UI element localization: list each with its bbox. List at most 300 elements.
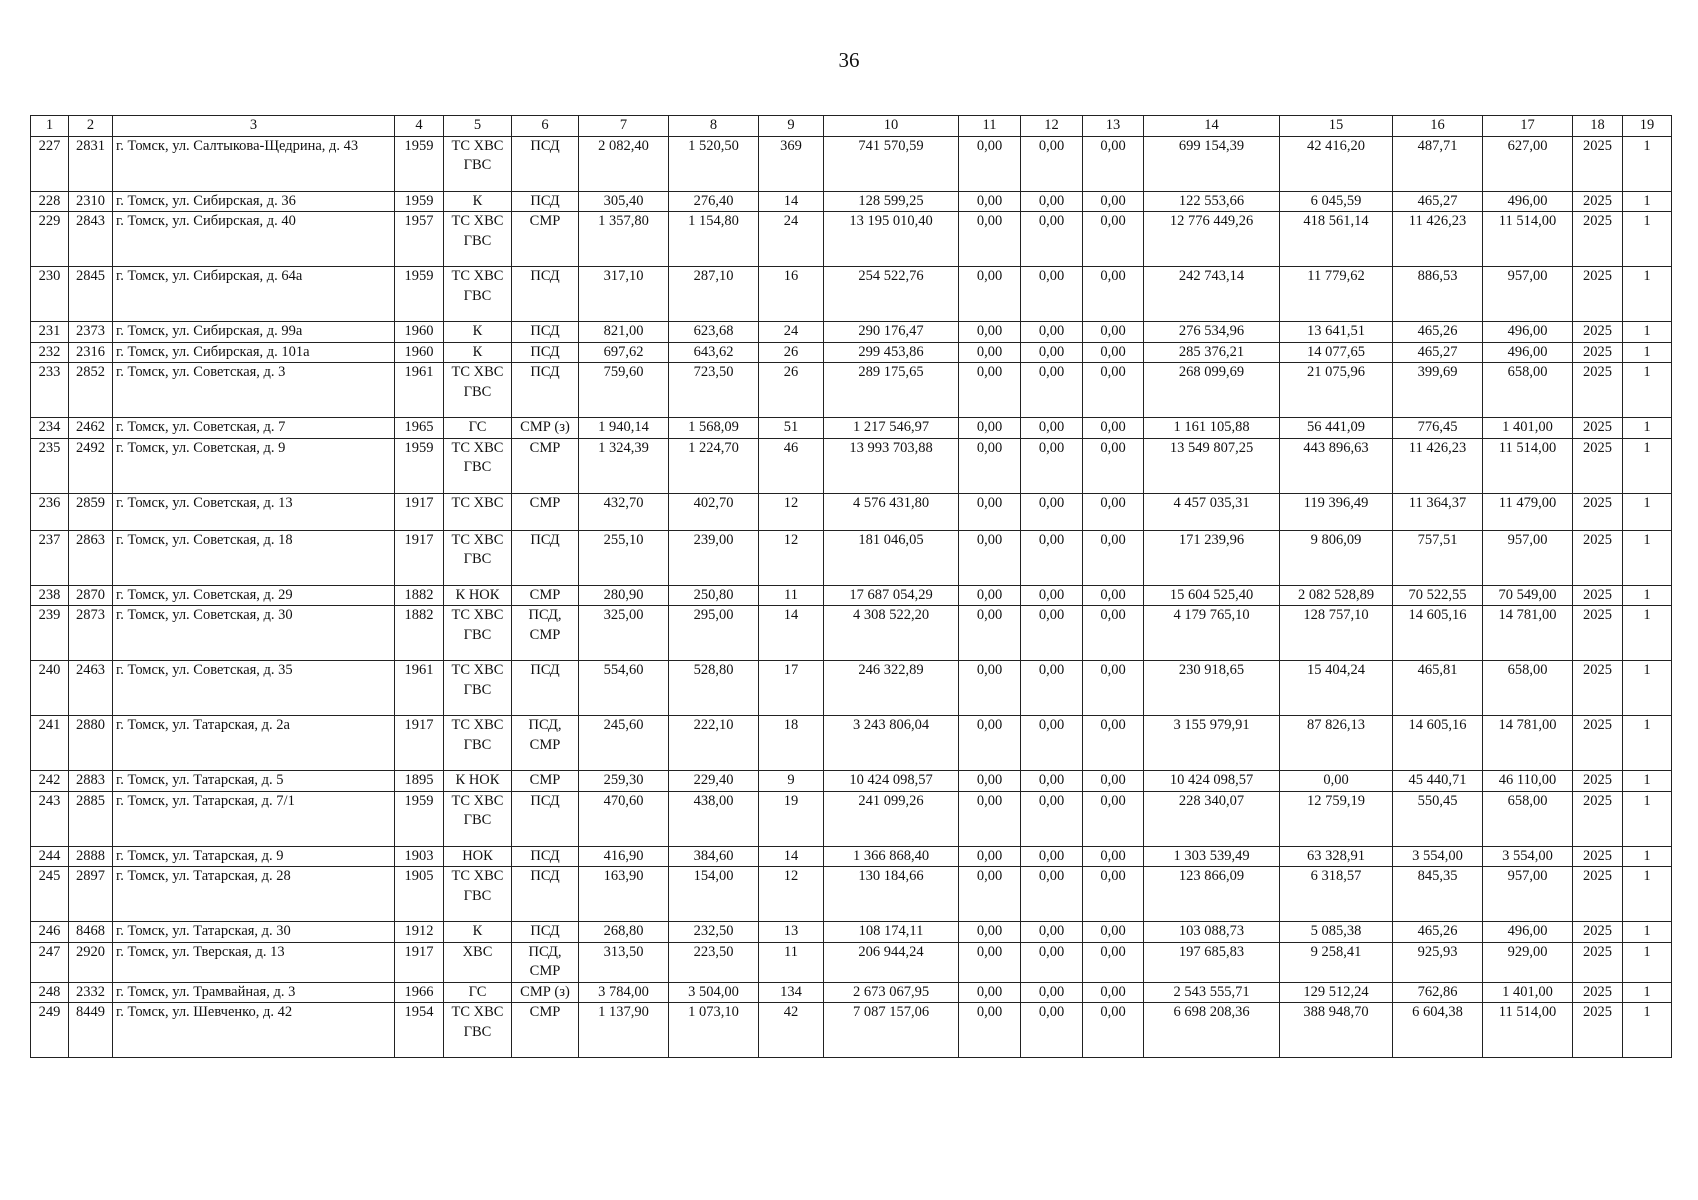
table-cell: 248 <box>31 982 69 1003</box>
table-cell: ТС ХВС ГВС <box>444 716 512 771</box>
table-cell: 658,00 <box>1483 661 1573 716</box>
table-cell: 0,00 <box>1083 922 1144 943</box>
table-cell: 1917 <box>395 530 444 585</box>
table-cell: 1 366 868,40 <box>824 846 959 867</box>
table-cell: 46 <box>759 438 824 493</box>
table-cell: 9 806,09 <box>1280 530 1393 585</box>
address-cell: г. Томск, ул. Татарская, д. 28 <box>113 867 395 922</box>
table-cell: 3 554,00 <box>1483 846 1573 867</box>
table-cell: 15 404,24 <box>1280 661 1393 716</box>
table-cell: 21 075,96 <box>1280 363 1393 418</box>
table-cell: 13 <box>759 922 824 943</box>
table-cell: 496,00 <box>1483 922 1573 943</box>
table-cell: 0,00 <box>1021 606 1083 661</box>
table-cell: 14 605,16 <box>1393 716 1483 771</box>
table-cell: 0,00 <box>959 530 1021 585</box>
table-cell: 235 <box>31 438 69 493</box>
table-cell: 0,00 <box>1083 530 1144 585</box>
table-cell: 2831 <box>69 136 113 191</box>
column-header-4: 4 <box>395 116 444 137</box>
table-cell: 11 <box>759 942 824 982</box>
table-cell: 465,27 <box>1393 191 1483 212</box>
table-cell: ПСД <box>512 846 579 867</box>
table-cell: 776,45 <box>1393 418 1483 439</box>
table-cell: 2 673 067,95 <box>824 982 959 1003</box>
table-cell: 0,00 <box>959 191 1021 212</box>
table-cell: 42 <box>759 1003 824 1058</box>
table-cell: 244 <box>31 846 69 867</box>
table-cell: 13 993 703,88 <box>824 438 959 493</box>
table-cell: 241 <box>31 716 69 771</box>
table-cell: 416,90 <box>579 846 669 867</box>
table-cell: 1895 <box>395 771 444 792</box>
table-cell: 0,00 <box>959 342 1021 363</box>
table-cell: 0,00 <box>1083 418 1144 439</box>
table-cell: 0,00 <box>1083 716 1144 771</box>
table-cell: 12 <box>759 867 824 922</box>
table-cell: 2025 <box>1573 530 1623 585</box>
table-cell: СМР (з) <box>512 418 579 439</box>
table-cell: 0,00 <box>959 136 1021 191</box>
table-cell: 418 561,14 <box>1280 212 1393 267</box>
table-cell: 231 <box>31 322 69 343</box>
address-cell: г. Томск, ул. Советская, д. 18 <box>113 530 395 585</box>
table-cell: 122 553,66 <box>1144 191 1280 212</box>
table-cell: 2025 <box>1573 942 1623 982</box>
table-cell: 24 <box>759 322 824 343</box>
address-cell: г. Томск, ул. Трамвайная, д. 3 <box>113 982 395 1003</box>
column-header-2: 2 <box>69 116 113 137</box>
table-cell: ПСД <box>512 322 579 343</box>
table-cell: 2025 <box>1573 191 1623 212</box>
table-cell: 123 866,09 <box>1144 867 1280 922</box>
table-cell: 2332 <box>69 982 113 1003</box>
table-cell: 1917 <box>395 716 444 771</box>
table-cell: 925,93 <box>1393 942 1483 982</box>
table-cell: 128 599,25 <box>824 191 959 212</box>
table-cell: 1 520,50 <box>669 136 759 191</box>
table-cell: 2883 <box>69 771 113 792</box>
table-cell: 443 896,63 <box>1280 438 1393 493</box>
table-cell: 228 340,07 <box>1144 791 1280 846</box>
table-cell: 1 401,00 <box>1483 982 1573 1003</box>
table-cell: 929,00 <box>1483 942 1573 982</box>
column-header-19: 19 <box>1623 116 1672 137</box>
table-cell: 0,00 <box>1021 322 1083 343</box>
table-cell: 237 <box>31 530 69 585</box>
table-cell: 1 <box>1623 212 1672 267</box>
table-cell: 227 <box>31 136 69 191</box>
table-cell: 1965 <box>395 418 444 439</box>
table-row <box>31 322 1672 343</box>
table-cell: 103 088,73 <box>1144 922 1280 943</box>
table-cell: ТС ХВС ГВС <box>444 661 512 716</box>
table-row <box>31 867 1672 922</box>
table-body <box>31 136 1672 1058</box>
table-cell: 0,00 <box>1021 1003 1083 1058</box>
table-cell: 1 <box>1623 942 1672 982</box>
table-cell: 1 <box>1623 1003 1672 1058</box>
table-cell: 0,00 <box>959 982 1021 1003</box>
table-cell: 0,00 <box>1021 661 1083 716</box>
table-cell: К <box>444 342 512 363</box>
table-cell: 2025 <box>1573 867 1623 922</box>
table-cell: 240 <box>31 661 69 716</box>
table-cell: 8468 <box>69 922 113 943</box>
address-cell: г. Томск, ул. Советская, д. 13 <box>113 493 395 530</box>
table-cell: 0,00 <box>1021 212 1083 267</box>
table-cell: 1 357,80 <box>579 212 669 267</box>
table-cell: 229 <box>31 212 69 267</box>
address-cell: г. Томск, ул. Татарская, д. 5 <box>113 771 395 792</box>
table-cell: ПСД, СМР <box>512 606 579 661</box>
column-header-15: 15 <box>1280 116 1393 137</box>
table-cell: 14 <box>759 846 824 867</box>
address-cell: г. Томск, ул. Советская, д. 29 <box>113 585 395 606</box>
table-cell: 1 154,80 <box>669 212 759 267</box>
table-cell: 181 046,05 <box>824 530 959 585</box>
table-cell: 1 <box>1623 606 1672 661</box>
table-cell: СМР <box>512 771 579 792</box>
table-cell: 762,86 <box>1393 982 1483 1003</box>
table-cell: 9 <box>759 771 824 792</box>
table-cell: 305,40 <box>579 191 669 212</box>
table-cell: 384,60 <box>669 846 759 867</box>
table-cell: 1 <box>1623 922 1672 943</box>
table-cell: 0,00 <box>959 606 1021 661</box>
table-cell: 0,00 <box>1021 942 1083 982</box>
table-cell: 465,27 <box>1393 342 1483 363</box>
table-cell: 229,40 <box>669 771 759 792</box>
table-cell: 1 <box>1623 191 1672 212</box>
table-row <box>31 716 1672 771</box>
table-cell: ПСД <box>512 530 579 585</box>
table-cell: 2463 <box>69 661 113 716</box>
table-cell: ПСД <box>512 191 579 212</box>
table-cell: 2873 <box>69 606 113 661</box>
table-cell: ПСД <box>512 791 579 846</box>
table-cell: 0,00 <box>959 846 1021 867</box>
table-cell: 2880 <box>69 716 113 771</box>
address-cell: г. Томск, ул. Советская, д. 9 <box>113 438 395 493</box>
table-cell: ПСД <box>512 342 579 363</box>
table-cell: 2310 <box>69 191 113 212</box>
table-cell: 250,80 <box>669 585 759 606</box>
table-cell: 245 <box>31 867 69 922</box>
table-cell: 26 <box>759 363 824 418</box>
table-cell: 1957 <box>395 212 444 267</box>
table-cell: 233 <box>31 363 69 418</box>
table-cell: 0,00 <box>1083 585 1144 606</box>
table-cell: 2025 <box>1573 661 1623 716</box>
table-cell: 14 781,00 <box>1483 606 1573 661</box>
table-cell: 0,00 <box>1021 716 1083 771</box>
table-cell: 1 137,90 <box>579 1003 669 1058</box>
table-cell: СМР <box>512 1003 579 1058</box>
table-cell: 0,00 <box>1083 267 1144 322</box>
table-cell: 17 687 054,29 <box>824 585 959 606</box>
header-row <box>31 116 1672 137</box>
table-cell: ПСД <box>512 267 579 322</box>
table-cell: 3 504,00 <box>669 982 759 1003</box>
table-cell: 470,60 <box>579 791 669 846</box>
table-cell: 236 <box>31 493 69 530</box>
table-cell: 759,60 <box>579 363 669 418</box>
table-cell: 496,00 <box>1483 342 1573 363</box>
table-cell: 0,00 <box>1083 942 1144 982</box>
table-row <box>31 267 1672 322</box>
table-cell: 63 328,91 <box>1280 846 1393 867</box>
table-cell: ПСД <box>512 922 579 943</box>
table-cell: 0,00 <box>959 493 1021 530</box>
column-header-14: 14 <box>1144 116 1280 137</box>
table-cell: 643,62 <box>669 342 759 363</box>
table-cell: ТС ХВС ГВС <box>444 267 512 322</box>
column-header-8: 8 <box>669 116 759 137</box>
table-cell: 957,00 <box>1483 267 1573 322</box>
table-cell: 0,00 <box>959 322 1021 343</box>
table-cell: 845,35 <box>1393 867 1483 922</box>
table-cell: 2852 <box>69 363 113 418</box>
table-cell: 230 918,65 <box>1144 661 1280 716</box>
table-cell: 241 099,26 <box>824 791 959 846</box>
table-cell: 1 224,70 <box>669 438 759 493</box>
table-cell: 1 <box>1623 342 1672 363</box>
table-cell: 14 781,00 <box>1483 716 1573 771</box>
table-cell: 399,69 <box>1393 363 1483 418</box>
table-cell: 465,81 <box>1393 661 1483 716</box>
table-cell: 528,80 <box>669 661 759 716</box>
table-cell: 0,00 <box>959 267 1021 322</box>
table-row <box>31 982 1672 1003</box>
table-cell: 46 110,00 <box>1483 771 1573 792</box>
table-cell: 254 522,76 <box>824 267 959 322</box>
table-cell: НОК <box>444 846 512 867</box>
table-cell: ТС ХВС ГВС <box>444 363 512 418</box>
table-cell: 246 <box>31 922 69 943</box>
table-cell: ПСД, СМР <box>512 716 579 771</box>
table-cell: 1882 <box>395 585 444 606</box>
table-cell: К НОК <box>444 771 512 792</box>
table-cell: 287,10 <box>669 267 759 322</box>
table-cell: 886,53 <box>1393 267 1483 322</box>
table-cell: 1 568,09 <box>669 418 759 439</box>
table-cell: 1 <box>1623 661 1672 716</box>
table-cell: 2025 <box>1573 846 1623 867</box>
table-cell: 242 743,14 <box>1144 267 1280 322</box>
table-cell: 697,62 <box>579 342 669 363</box>
address-cell: г. Томск, ул. Татарская, д. 7/1 <box>113 791 395 846</box>
table-cell: 4 576 431,80 <box>824 493 959 530</box>
address-cell: г. Томск, ул. Советская, д. 35 <box>113 661 395 716</box>
table-cell: СМР <box>512 438 579 493</box>
table-cell: 0,00 <box>1083 606 1144 661</box>
address-cell: г. Томск, ул. Татарская, д. 30 <box>113 922 395 943</box>
table-cell: 255,10 <box>579 530 669 585</box>
address-cell: г. Томск, ул. Сибирская, д. 101а <box>113 342 395 363</box>
table-cell: 0,00 <box>1083 191 1144 212</box>
table-cell: 206 944,24 <box>824 942 959 982</box>
table-cell: 223,50 <box>669 942 759 982</box>
table-cell: ГС <box>444 982 512 1003</box>
table-cell: 2025 <box>1573 322 1623 343</box>
table-cell: 1961 <box>395 363 444 418</box>
table-cell: 2888 <box>69 846 113 867</box>
table-cell: 239 <box>31 606 69 661</box>
page-number: 36 <box>838 48 860 72</box>
table-cell: 1959 <box>395 267 444 322</box>
table-cell: СМР <box>512 585 579 606</box>
table-cell: 11 364,37 <box>1393 493 1483 530</box>
table-cell: 0,00 <box>1083 342 1144 363</box>
table-cell: 0,00 <box>959 922 1021 943</box>
table-cell: 0,00 <box>1021 342 1083 363</box>
table-row <box>31 606 1672 661</box>
table-cell: 2870 <box>69 585 113 606</box>
table-cell: 1 <box>1623 267 1672 322</box>
table-cell: 5 085,38 <box>1280 922 1393 943</box>
table-header <box>31 116 1672 137</box>
table-cell: 0,00 <box>959 867 1021 922</box>
table-cell: 0,00 <box>1021 585 1083 606</box>
table-cell: 3 155 979,91 <box>1144 716 1280 771</box>
column-header-9: 9 <box>759 116 824 137</box>
table-cell: 658,00 <box>1483 363 1573 418</box>
table-cell: 17 <box>759 661 824 716</box>
table-cell: 496,00 <box>1483 322 1573 343</box>
table-cell: К НОК <box>444 585 512 606</box>
table-cell: 1959 <box>395 136 444 191</box>
table-cell: ТС ХВС ГВС <box>444 1003 512 1058</box>
table-row <box>31 771 1672 792</box>
address-cell: г. Томск, ул. Советская, д. 3 <box>113 363 395 418</box>
table-cell: 957,00 <box>1483 867 1573 922</box>
table-cell: 232 <box>31 342 69 363</box>
table-cell: 13 549 807,25 <box>1144 438 1280 493</box>
table-cell: СМР <box>512 212 579 267</box>
column-header-13: 13 <box>1083 116 1144 137</box>
table-cell: 0,00 <box>959 1003 1021 1058</box>
table-cell: 2025 <box>1573 342 1623 363</box>
table-cell: 0,00 <box>959 438 1021 493</box>
table-cell: 11 514,00 <box>1483 438 1573 493</box>
table-cell: 295,00 <box>669 606 759 661</box>
table-cell: 0,00 <box>1083 212 1144 267</box>
table-cell: 0,00 <box>1083 661 1144 716</box>
table-cell: 0,00 <box>959 363 1021 418</box>
table-cell: 10 424 098,57 <box>824 771 959 792</box>
table-cell: 0,00 <box>1280 771 1393 792</box>
table-cell: 1959 <box>395 191 444 212</box>
column-header-5: 5 <box>444 116 512 137</box>
table-cell: 957,00 <box>1483 530 1573 585</box>
table-cell: 128 757,10 <box>1280 606 1393 661</box>
table-cell: 4 179 765,10 <box>1144 606 1280 661</box>
table-cell: 0,00 <box>1021 136 1083 191</box>
table-cell: 402,70 <box>669 493 759 530</box>
address-cell: г. Томск, ул. Салтыкова-Щедрина, д. 43 <box>113 136 395 191</box>
table-cell: 268,80 <box>579 922 669 943</box>
table-cell: 1960 <box>395 322 444 343</box>
table-cell: 2025 <box>1573 771 1623 792</box>
address-cell: г. Томск, ул. Советская, д. 30 <box>113 606 395 661</box>
table-cell: 1 940,14 <box>579 418 669 439</box>
column-header-7: 7 <box>579 116 669 137</box>
table-cell: 232,50 <box>669 922 759 943</box>
table-cell: 1959 <box>395 791 444 846</box>
table-cell: 0,00 <box>1083 771 1144 792</box>
table-cell: 554,60 <box>579 661 669 716</box>
table-cell: 14 077,65 <box>1280 342 1393 363</box>
table-cell: 465,26 <box>1393 922 1483 943</box>
table-cell: 438,00 <box>669 791 759 846</box>
table-cell: 2025 <box>1573 363 1623 418</box>
table-cell: 2 082 528,89 <box>1280 585 1393 606</box>
table-cell: ХВС <box>444 942 512 982</box>
table-cell: 2920 <box>69 942 113 982</box>
table-cell: 11 779,62 <box>1280 267 1393 322</box>
table-cell: К <box>444 922 512 943</box>
table-cell: 15 604 525,40 <box>1144 585 1280 606</box>
table-cell: 0,00 <box>1083 363 1144 418</box>
table-cell: 11 479,00 <box>1483 493 1573 530</box>
table-cell: 0,00 <box>959 791 1021 846</box>
table-cell: 2462 <box>69 418 113 439</box>
table-cell: 56 441,09 <box>1280 418 1393 439</box>
table-cell: 26 <box>759 342 824 363</box>
table-cell: 13 641,51 <box>1280 322 1393 343</box>
table-cell: ПСД <box>512 363 579 418</box>
table-cell: 1954 <box>395 1003 444 1058</box>
table-cell: 2025 <box>1573 585 1623 606</box>
table-cell: ПСД <box>512 136 579 191</box>
table-cell: 222,10 <box>669 716 759 771</box>
table-cell: 2025 <box>1573 982 1623 1003</box>
table-cell: 14 <box>759 606 824 661</box>
table-cell: 42 416,20 <box>1280 136 1393 191</box>
table-cell: 11 426,23 <box>1393 438 1483 493</box>
table-cell: 0,00 <box>1021 418 1083 439</box>
table-cell: 0,00 <box>1021 771 1083 792</box>
table-row <box>31 846 1672 867</box>
table-cell: 197 685,83 <box>1144 942 1280 982</box>
table-cell: 154,00 <box>669 867 759 922</box>
table-cell: 228 <box>31 191 69 212</box>
table-cell: ТС ХВС ГВС <box>444 212 512 267</box>
table-cell: 1 073,10 <box>669 1003 759 1058</box>
table-cell: ТС ХВС ГВС <box>444 438 512 493</box>
table-cell: 1 <box>1623 846 1672 867</box>
table-cell: 10 424 098,57 <box>1144 771 1280 792</box>
table-cell: 0,00 <box>1083 493 1144 530</box>
table-cell: 1 <box>1623 982 1672 1003</box>
table-cell: 2025 <box>1573 267 1623 322</box>
table-cell: 290 176,47 <box>824 322 959 343</box>
table-cell: 1961 <box>395 661 444 716</box>
table-cell: 0,00 <box>959 661 1021 716</box>
address-cell: г. Томск, ул. Сибирская, д. 36 <box>113 191 395 212</box>
table-cell: 1 303 539,49 <box>1144 846 1280 867</box>
table-cell: 0,00 <box>959 716 1021 771</box>
table-cell: 4 308 522,20 <box>824 606 959 661</box>
table-cell: 0,00 <box>1083 867 1144 922</box>
table-cell: 51 <box>759 418 824 439</box>
table-cell: 14 605,16 <box>1393 606 1483 661</box>
table-cell: 1 <box>1623 585 1672 606</box>
table-cell: 2492 <box>69 438 113 493</box>
column-header-18: 18 <box>1573 116 1623 137</box>
table-cell: 24 <box>759 212 824 267</box>
